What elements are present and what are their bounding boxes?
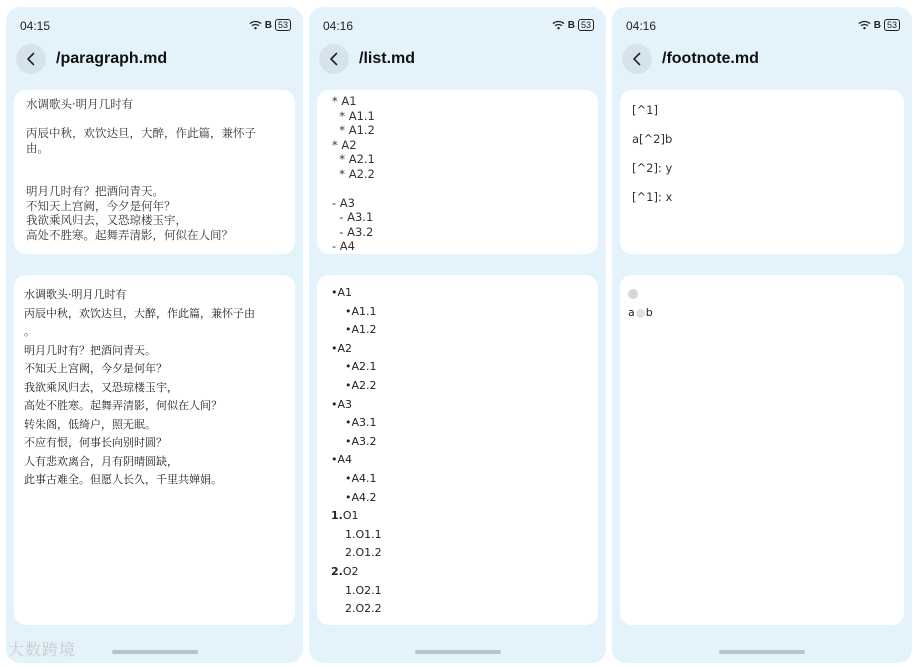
footnote-ref-line [628,287,896,299]
list-item [331,284,584,303]
list-marker: 2. [345,602,356,616]
footnote-marker-icon[interactable] [628,289,638,299]
list-text: A2 [337,341,353,355]
list-marker: • [345,416,352,430]
list-item [331,433,584,452]
list-marker: 2. [331,564,343,578]
list-item [331,507,584,526]
page-title: /paragraph.md [56,50,168,67]
phone-screen-list [309,7,606,663]
wifi-icon [552,20,565,30]
list-text: A1.2 [351,323,377,337]
text-a: a [628,306,635,319]
list-item [331,396,584,415]
status-time: 04:16 [626,19,657,33]
list-text: A3 [337,397,353,411]
rendered-card[interactable] [317,275,598,625]
footnote-text-line [628,306,896,319]
list-marker: • [345,490,352,504]
list-marker: • [331,397,338,411]
source-line: a[^2]b [632,132,673,146]
bluetooth-icon: B [567,19,575,31]
list-item [331,303,584,322]
phone-screen-paragraph [6,7,303,663]
list-text: A1.1 [351,304,377,318]
list-text: A4.2 [351,490,377,504]
source-text [620,90,904,218]
wifi-icon [858,20,871,30]
list-item [331,544,584,563]
home-indicator[interactable] [112,650,198,654]
list-marker: • [345,360,352,374]
list-marker: • [331,453,338,467]
list-item [331,451,584,470]
source-line: [^2]: y [632,161,673,175]
source-line: [^1] [632,103,658,117]
status-time: 04:16 [323,19,354,33]
rendered-card[interactable] [620,275,904,625]
list-text: A4 [337,453,353,467]
list-item [331,563,584,582]
list-item [331,377,584,396]
list-text: O1 [342,509,359,523]
status-icons [552,19,594,31]
list-marker: 1. [331,509,343,523]
list-marker: • [345,378,352,392]
chevron-left-icon [632,52,642,66]
list-item [331,526,584,545]
list-marker: 1. [345,583,356,597]
list-text: A4.1 [351,471,377,485]
chevron-left-icon [26,52,36,66]
battery-icon: 53 [578,19,594,31]
watermark: 大数跨境 [8,640,77,659]
page-header [319,43,596,75]
list-item [331,321,584,340]
wifi-icon [249,20,262,30]
list-text: A2.1 [351,360,377,374]
chevron-left-icon [329,52,339,66]
list-text: A3.2 [351,434,377,448]
list-text: O1.2 [355,546,382,560]
source-card[interactable] [620,90,904,254]
rendered-card[interactable] [14,275,295,625]
list-marker: • [331,286,338,299]
list-marker: • [345,471,352,485]
list-marker: 2. [345,546,356,560]
page-header [16,43,293,75]
status-time: 04:15 [20,19,51,33]
page-header [622,43,902,75]
list-item [331,600,584,619]
source-text: 水调歌头·明月几时有 丙辰中秋，欢饮达旦，大醉，作此篇，兼怀子 由。 明月几时有？把酒问青天。 不知天上宫阙，今夕是何年？ 我欲乘风归去，又恐琼楼玉宇， 高处不胜寒。起舞弄清影，何似在人间？ [26,97,256,242]
list-item [331,489,584,508]
rendered-text: 水调歌头·明月几时有 丙辰中秋，欢饮达旦，大醉，作此篇，兼怀子由 。 明月几时有？把酒问青天。 不知天上宫阙，今夕是何年？ 我欲乘风归去，又恐琼楼玉宇， 高处不胜寒。起舞弄清影，何似在人间？ 转朱阁，低绮户，照无眠。 不应有恨，何事长向别时圆？ 人有悲欢离合，月有阴晴圆缺， 此事古难全。但愿人长久，千里共婵娟。 [24,288,255,486]
back-button[interactable] [622,44,652,74]
back-button[interactable] [16,44,46,74]
list-marker: • [345,323,352,337]
battery-icon: 53 [275,19,291,31]
source-text: * A1 * A1.1 * A1.2 * A2 * A2.1 * A2.2 - A3 - A3.1 - A3.2 - A4 [332,94,375,253]
page-title: /footnote.md [662,50,759,67]
page-title: /list.md [359,50,416,67]
back-button[interactable] [319,44,349,74]
source-line: [^1]: x [632,190,673,204]
status-bar [321,19,594,33]
source-card[interactable] [14,90,295,254]
home-indicator[interactable] [415,650,501,654]
text-b: b [645,306,653,319]
list-text: A1 [337,286,353,299]
list-item [331,340,584,359]
list-text: O2 [342,564,359,578]
rendered-list [317,275,598,625]
list-item [331,582,584,601]
list-text: A3.1 [351,416,377,430]
list-marker: 1. [345,527,356,541]
status-bar [624,19,900,33]
list-text: O2.1 [355,583,382,597]
list-text: A2.2 [351,378,377,392]
list-marker: • [345,434,352,448]
bluetooth-icon: B [264,19,272,31]
list-item [331,414,584,433]
list-item [331,358,584,377]
list-text: O1.1 [355,527,382,541]
phone-screen-footnote [612,7,912,663]
list-marker: • [345,304,352,318]
list-text: O2.2 [355,602,382,616]
home-indicator[interactable] [719,650,805,654]
battery-icon: 53 [884,19,900,31]
footnote-marker-icon[interactable] [636,309,645,318]
rendered-footnote [620,275,904,331]
source-card[interactable] [317,90,598,254]
status-icons [858,19,900,31]
list-marker: • [331,341,338,355]
status-bar [18,19,291,33]
list-item [331,470,584,489]
status-icons [249,19,291,31]
bluetooth-icon: B [873,19,881,31]
